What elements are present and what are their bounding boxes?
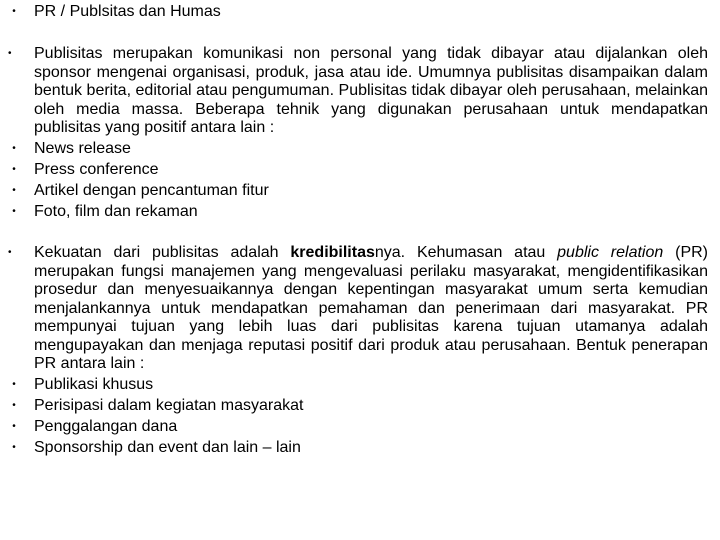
paragraph-segment: (PR) merupakan fungsi manajemen yang mengevaluasi perilaku masyarakat, mengidentifikasikan prosedur dan menyesuaikannya dengan kepentingan masyarakat umum serta kemudian menjalankannya untuk mendapatkan pemahaman dan penerimaan dari masyarakat. PR mempunyai tujuan yang lebih luas dari publisitas karena tujuan utamanya adalah mengupayakan dan menjaga reputasi positif dari produk atau perusahaan. Bentuk penerapan PR antara lain : bbox=[34, 244, 708, 372]
paragraph-text bbox=[34, 244, 708, 372]
bullet-icon: • bbox=[12, 142, 16, 154]
paragraph-item bbox=[0, 45, 720, 138]
paragraph-text: Publisitas merupakan komunikasi non personal yang tidak dibayar atau dijalankan oleh sponsor mengenai organisasi, produk, jasa atau ide. Umumnya publisitas disampaikan dalam bentuk berita, editorial atau pengumuman. Publisitas tidak dibayar oleh perusahaan, melainkan oleh media massa. Beberapa tehnik yang digunakan perusahaan untuk mendapatkan publisitas yang positif antara lain : bbox=[34, 45, 708, 136]
list-item bbox=[0, 201, 720, 222]
list-item bbox=[0, 159, 720, 180]
list-item-label: Artikel dengan pencantuman fitur bbox=[34, 181, 269, 199]
title-item bbox=[0, 3, 720, 22]
list-item-label: News release bbox=[34, 139, 131, 157]
paragraph-bold-term: kredibilitas bbox=[290, 244, 375, 261]
paragraph-segment: Kekuatan dari publisitas adalah bbox=[34, 244, 291, 261]
list-item bbox=[0, 416, 720, 437]
list-item-label: Foto, film dan rekaman bbox=[34, 202, 198, 220]
paragraph-segment: nya. Kehumasan atau bbox=[374, 244, 558, 261]
bullet-icon: • bbox=[12, 6, 16, 17]
list-item bbox=[0, 180, 720, 201]
list-item bbox=[0, 395, 720, 416]
title-group bbox=[0, 3, 720, 22]
list-item-label: Publikasi khusus bbox=[34, 375, 154, 393]
bullet-icon: • bbox=[8, 247, 12, 258]
list-item bbox=[0, 437, 720, 458]
paragraph-italic-term: public relation bbox=[557, 244, 664, 261]
list-item-label: Penggalangan dana bbox=[34, 417, 178, 435]
bullet-icon: • bbox=[12, 378, 16, 390]
bullet-icon: • bbox=[12, 420, 16, 432]
list-item-label: Press conference bbox=[34, 160, 159, 178]
list-item-label: Sponsorship dan event dan lain – lain bbox=[34, 438, 301, 456]
paragraph-item bbox=[0, 244, 720, 374]
list-item bbox=[0, 138, 720, 159]
bullet-icon: • bbox=[12, 399, 16, 411]
slide-title: PR / Publsitas dan Humas bbox=[34, 3, 221, 20]
bullet-icon: • bbox=[12, 441, 16, 453]
section-humas bbox=[0, 244, 720, 458]
list-item-label: Perisipasi dalam kegiatan masyarakat bbox=[34, 396, 304, 414]
bullet-icon: • bbox=[12, 205, 16, 217]
list-item bbox=[0, 374, 720, 395]
bullet-icon: • bbox=[12, 163, 16, 175]
bullet-icon: • bbox=[12, 184, 16, 196]
section-publisitas bbox=[0, 45, 720, 222]
bullet-icon: • bbox=[8, 48, 12, 59]
